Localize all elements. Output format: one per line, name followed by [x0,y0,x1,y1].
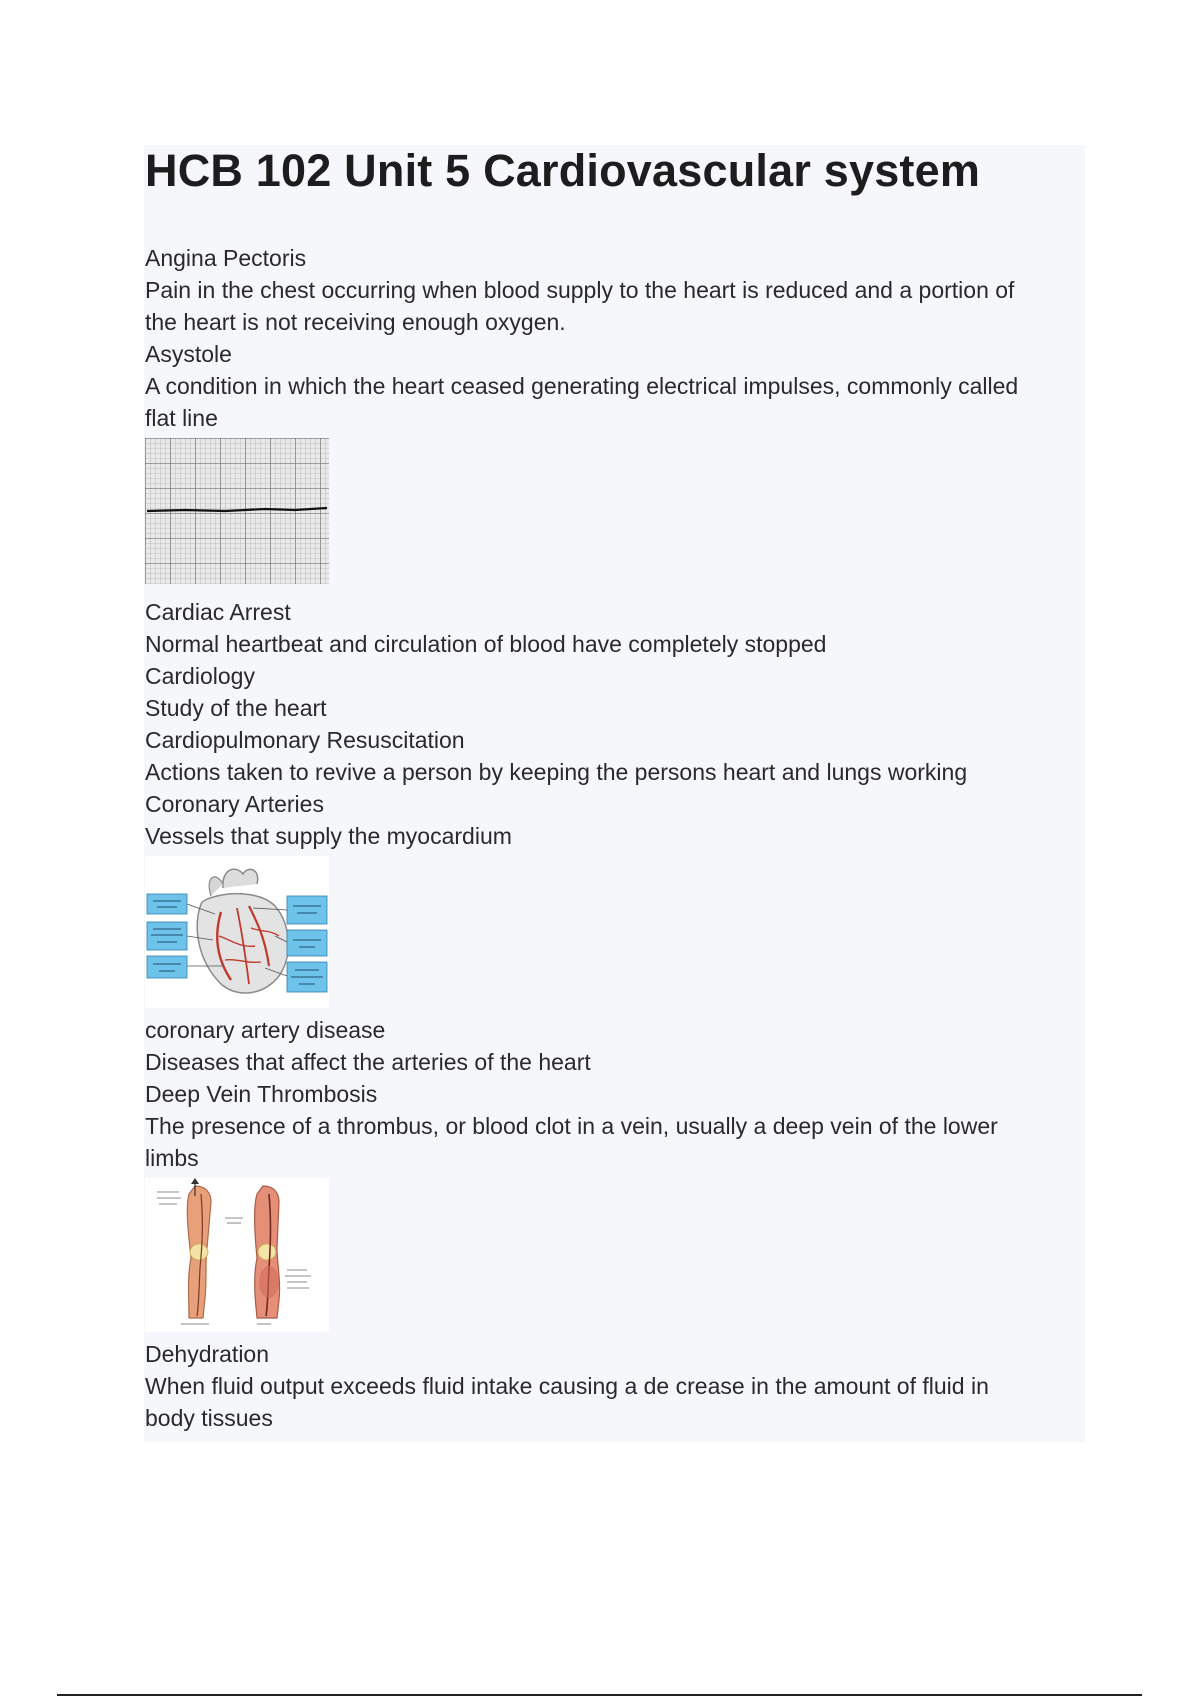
definition-line: A condition in which the heart ceased generating electrical impulses, commonly called [145,373,1019,399]
definition-line: When fluid output exceeds fluid intake causing a de crease in the amount of fluid in [145,1373,989,1399]
term-coronary-arteries: Coronary Arteries [145,791,324,817]
definition-line: body tissues [145,1405,273,1431]
definition-line: The presence of a thrombus, or blood clot in a vein, usually a deep vein of the lower [145,1113,998,1139]
term-angina-pectoris: Angina Pectoris [145,245,307,271]
definition-line: Actions taken to revive a person by keeping the persons heart and lungs working [145,759,968,785]
coronary-arteries-heart-image [145,856,329,1008]
definition-line: Diseases that affect the arteries of the heart [145,1049,591,1075]
term-deep-vein-thrombosis: Deep Vein Thrombosis [145,1081,378,1107]
definition-line: limbs [145,1145,199,1171]
definition-line: the heart is not receiving enough oxygen. [145,309,566,335]
term-cardiac-arrest: Cardiac Arrest [145,599,291,625]
term-dehydration: Dehydration [145,1341,270,1367]
definition-line: Vessels that supply the myocardium [145,823,512,849]
footer-divider [57,1694,1142,1696]
term-asystole: Asystole [145,341,232,367]
term-cardiology: Cardiology [145,663,255,689]
ecg-flatline-strip-image [145,438,329,584]
definition-line: flat line [145,405,218,431]
term-cardiopulmonary-resuscitation: Cardiopulmonary Resuscitation [145,727,465,753]
definition-line: Pain in the chest occurring when blood supply to the heart is reduced and a portion of [145,277,1015,303]
page-title: HCB 102 Unit 5 Cardiovascular system [145,145,981,196]
term-coronary-artery-disease: coronary artery disease [145,1017,386,1043]
definition-line: Normal heartbeat and circulation of blood have completely stopped [145,631,827,657]
definition-line: Study of the heart [145,695,327,721]
glossary-content [145,242,1075,1434]
deep-vein-thrombosis-legs-image [145,1178,329,1332]
